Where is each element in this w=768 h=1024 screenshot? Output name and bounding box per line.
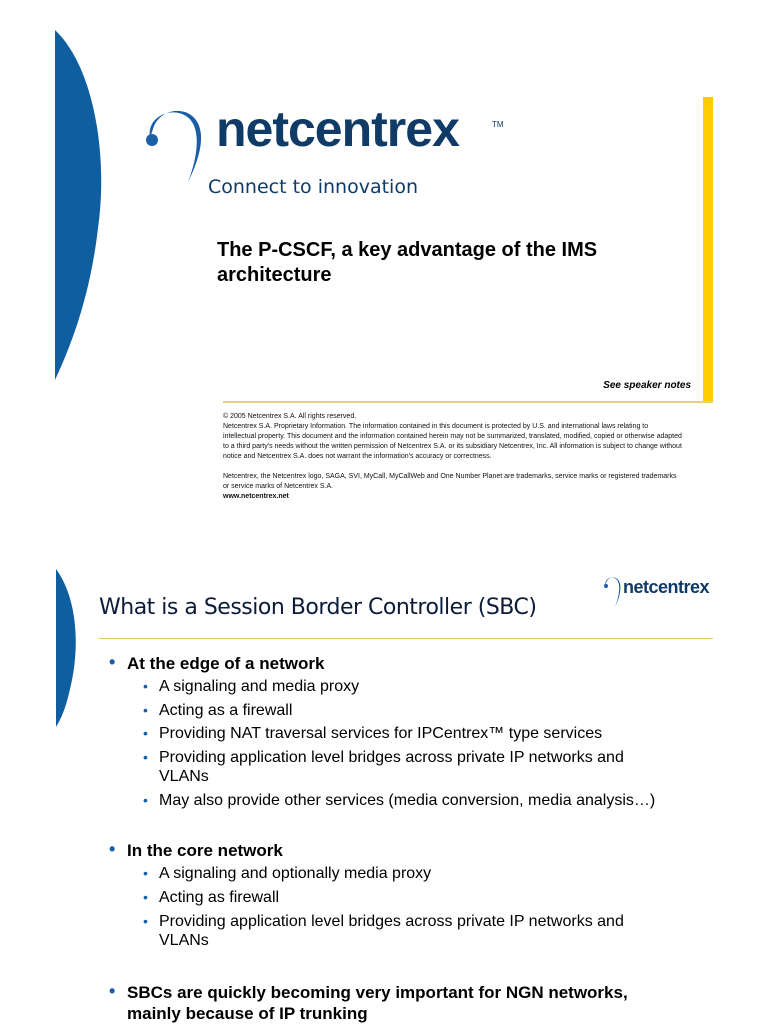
yellow-accent-bar: [703, 97, 713, 403]
logo-trademark: TM: [492, 120, 504, 129]
bullet-icon: •: [109, 981, 116, 1001]
proprietary-text: Netcentrex S.A. Proprietary Information. The information contained in this document is protected by U.S. and international laws relating to intellectual property. This document and the information contained herein may not be summarized, translated, modified, copied or otherwise adapted to a third party's needs without the written permission of Netcentrex S.A. or its subsidiary Netcentrex, Inc. All information is subject to change without notice and Netcentrex S.A. does not warrant the information's accuracy or correctness.: [223, 423, 682, 460]
slide-title: The P-CSCF, a key advantage of the IMS architecture: [217, 239, 598, 286]
bullet-icon: •: [143, 749, 148, 765]
bullet-text: At the edge of a network: [127, 654, 325, 673]
bullet-icon: •: [143, 702, 148, 718]
logo-wordmark: netcentrex: [623, 577, 710, 597]
netcentrex-logo: [124, 90, 524, 210]
bullet-icon: •: [143, 725, 148, 741]
copyright-text: © 2005 Netcentrex S.A. All rights reserved.: [223, 413, 357, 420]
divider: [223, 401, 713, 403]
blue-swoosh-decoration: [0, 28, 110, 388]
bullet-icon: •: [109, 839, 116, 859]
legal-notice: [223, 412, 683, 502]
bullet-icon: •: [143, 913, 148, 929]
trademarks-text: Netcentrex, the Netcentrex logo, SAGA, SVI, MyCall, MyCallWeb and One Number Planet are trademarks, service marks or registered trademarks or service marks of Netcentrex S.A.: [223, 473, 677, 490]
speaker-notes-label: See speaker notes: [603, 380, 691, 391]
logo-mark-icon: [140, 98, 220, 188]
bullet-icon: •: [143, 792, 148, 808]
bullet-icon: •: [143, 865, 148, 881]
logo-mark-icon: [603, 575, 623, 609]
bullet-icon: •: [143, 678, 148, 694]
logo-wordmark: netcentrex: [216, 101, 459, 157]
logo-tagline: Connect to innovation: [208, 176, 418, 198]
content-slide: What is a Session Border Controller (SBC) netcentrex • At the edge of a network • A signaling and media proxy • Acting as a firewall • Providing NAT traversal services for IPCentrex™ type services • Providing application level bridges across private IP networks and VLANs • May also provide other services (media conversion, media analysis…) • In the core network • A signaling and optionally media proxy • Acting as firewall • Providing application level bridges across private IP networks and VLANs • SBCs are quickly becoming very important for NGN networks, mainly because of IP trunking: [0, 565, 768, 1024]
title-divider: [99, 638, 713, 639]
blue-swoosh-decoration: [0, 569, 80, 729]
bullet-icon: •: [143, 889, 148, 905]
slide-title: What is a Session Border Controller (SBC): [99, 595, 537, 620]
bullet-text: In the core network: [127, 841, 283, 860]
bullet-icon: •: [109, 652, 116, 672]
bullet-text: SBCs are quickly becoming very important for NGN networks, mainly because of IP trunking: [127, 983, 628, 1023]
website-link[interactable]: www.netcentrex.net: [223, 493, 289, 500]
